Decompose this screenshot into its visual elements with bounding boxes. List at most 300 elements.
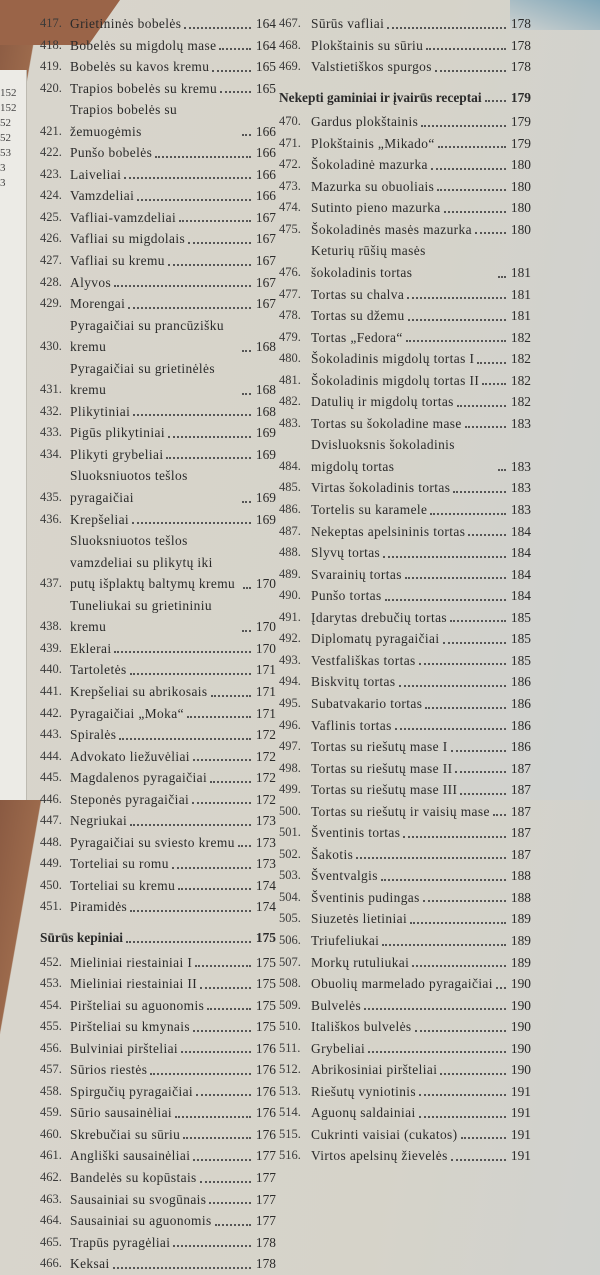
dot-leader — [450, 620, 506, 622]
entry-title: Šokoladinis migdolų tortas II — [311, 372, 480, 388]
toc-entry — [279, 758, 531, 780]
dot-leader — [485, 100, 506, 102]
dot-leader — [443, 642, 506, 644]
dot-leader — [444, 211, 506, 213]
toc-entry — [279, 564, 531, 586]
dot-leader — [395, 728, 506, 730]
toc-entry — [279, 240, 531, 283]
entry-number: 425. — [40, 209, 62, 224]
toc-entry — [279, 1102, 531, 1124]
entry-title: Grybeliai — [311, 1040, 366, 1056]
section-title: Sūrūs kepiniai — [40, 929, 123, 945]
page-number: 173 — [255, 834, 276, 850]
entry-number: 496. — [279, 717, 301, 732]
entry-title: Torteliai su kremu — [70, 877, 176, 893]
toc-entry — [40, 810, 276, 832]
entry-title: Šventinis tortas — [311, 825, 401, 841]
page-number: 175 — [255, 1019, 276, 1035]
page-number: 181 — [510, 286, 531, 302]
entry-title: Sluoksniuotos tešlos vamzdeliai su plikytų iki putų išplaktų baltymų kremu — [70, 533, 236, 592]
entry-title: Plikyti grybeliai — [70, 446, 164, 462]
entry-number: 465. — [40, 1234, 62, 1249]
page-number: 169 — [255, 425, 276, 441]
entry-title: Trapios bobelės su kremu — [70, 80, 218, 96]
dot-leader — [200, 987, 251, 989]
entry-number: 445. — [40, 770, 62, 785]
toc-entry — [279, 219, 531, 241]
dot-leader — [387, 27, 506, 29]
entry-title: Plokštainis su sūriu — [311, 37, 424, 53]
entry-number: 458. — [40, 1083, 62, 1098]
page-number: 191 — [510, 1126, 531, 1142]
entry-title: Keturių rūšių masės šokoladinis tortas — [311, 243, 426, 281]
entry-number: 487. — [279, 523, 301, 538]
entry-number: 473. — [279, 178, 301, 193]
entry-number: 512. — [279, 1062, 301, 1077]
page-number: 181 — [510, 265, 531, 281]
toc-entry — [279, 133, 531, 155]
entry-number: 431. — [40, 382, 62, 397]
entry-title: Bulviniai piršteliai — [70, 1040, 179, 1056]
entry-title: Krepšeliai su abrikosais — [70, 683, 208, 699]
entry-title: Trapios bobelės su žemuogėmis — [70, 102, 178, 139]
page-number: 176 — [255, 1126, 276, 1142]
toc-entry — [279, 305, 531, 327]
page-number: 176 — [255, 1105, 276, 1121]
entry-title: Plokštainis „Mikado“ — [311, 135, 435, 151]
entry-number: 463. — [40, 1191, 62, 1206]
dot-leader — [172, 867, 251, 869]
entry-number: 478. — [279, 308, 301, 323]
dot-leader — [211, 695, 251, 697]
entry-title: Tortelis su karamele — [311, 502, 428, 518]
page-number: 178 — [510, 37, 531, 53]
dot-leader — [183, 1137, 251, 1139]
entry-number: 453. — [40, 976, 62, 991]
dot-leader — [179, 220, 251, 222]
page-number: 181 — [510, 308, 531, 324]
page-number: 172 — [255, 791, 276, 807]
entry-title: Abrikosiniai piršteliai — [311, 1062, 438, 1078]
toc-entry — [279, 865, 531, 887]
entry-title: Vafliai su migdolais — [70, 231, 186, 247]
entry-title: Pyragaičiai „Moka“ — [70, 705, 184, 721]
dot-leader — [192, 802, 251, 804]
dot-leader — [477, 362, 506, 364]
toc-entry — [40, 595, 276, 638]
toc-entry — [279, 671, 531, 693]
entry-title: Pyragaičiai su sviesto kremu — [70, 834, 235, 850]
entry-number: 449. — [40, 856, 62, 871]
entry-title: Itališkos bulvelės — [311, 1019, 412, 1035]
dot-leader — [114, 651, 251, 653]
entry-number: 495. — [279, 695, 301, 710]
toc-entry — [40, 1232, 276, 1254]
dot-leader — [412, 965, 506, 967]
toc-entry — [279, 154, 531, 176]
entry-number: 461. — [40, 1148, 62, 1163]
entry-number: 490. — [279, 588, 301, 603]
left-page-fragment: 52 — [0, 132, 11, 144]
entry-title: Sutinto pieno mazurka — [311, 200, 441, 216]
entry-number: 417. — [40, 16, 62, 30]
entry-number: 513. — [279, 1083, 301, 1098]
toc-entry — [40, 681, 276, 703]
toc-entry — [40, 207, 276, 229]
entry-number: 488. — [279, 545, 301, 560]
entry-number: 443. — [40, 727, 62, 742]
entry-number: 421. — [40, 123, 62, 138]
toc-entry — [40, 1016, 276, 1038]
entry-title: Pyragaičiai su grietinėlės kremu — [70, 360, 216, 398]
page-number: 167 — [255, 253, 276, 269]
entry-title: Bobelės su migdolų mase — [70, 37, 217, 53]
toc-section-heading — [40, 927, 276, 949]
toc-entry — [40, 465, 276, 508]
dot-leader — [150, 1073, 251, 1075]
toc-entry — [279, 499, 531, 521]
entry-number: 493. — [279, 652, 301, 667]
dot-leader — [126, 941, 251, 943]
page-number: 191 — [510, 1148, 531, 1164]
page-number: 180 — [510, 200, 531, 216]
toc-entry — [40, 35, 276, 57]
page-number: 167 — [255, 209, 276, 225]
entry-title: Punšo bobelės — [70, 145, 153, 161]
entry-number: 469. — [279, 59, 301, 74]
page-number: 185 — [510, 609, 531, 625]
dot-leader — [238, 845, 251, 847]
page-number: 187 — [510, 760, 531, 776]
entry-number: 420. — [40, 80, 62, 95]
dot-leader — [114, 285, 251, 287]
page-number: 186 — [510, 674, 531, 690]
entry-title: Tortas su džemu — [311, 308, 405, 324]
toc-entry — [279, 801, 531, 823]
entry-number: 515. — [279, 1126, 301, 1141]
entry-number: 444. — [40, 748, 62, 763]
toc-entry — [279, 693, 531, 715]
page-number: 165 — [255, 59, 276, 75]
page-number: 177 — [255, 1148, 276, 1164]
dot-leader — [405, 577, 506, 579]
entry-number: 503. — [279, 868, 301, 883]
dot-leader — [498, 276, 506, 278]
dot-leader — [166, 457, 251, 459]
entry-number: 504. — [279, 889, 301, 904]
entry-number: 451. — [40, 899, 62, 914]
entry-title: Sluoksniuotos tešlos pyragaičiai — [70, 468, 188, 506]
entry-number: 489. — [279, 566, 301, 581]
entry-title: Mieliniai riestainiai II — [70, 976, 198, 992]
toc-entry — [279, 477, 531, 499]
toc-entry — [40, 1145, 276, 1167]
page-number: 177 — [255, 1213, 276, 1229]
entry-number: 450. — [40, 877, 62, 892]
toc-entry — [279, 56, 531, 78]
entry-number: 428. — [40, 274, 62, 289]
dot-leader — [451, 1159, 506, 1161]
entry-title: Sausainiai su aguonomis — [70, 1213, 212, 1229]
entry-title: Šakotis — [311, 846, 354, 862]
entry-number: 508. — [279, 976, 301, 991]
toc-entry — [279, 434, 531, 477]
toc-entry — [40, 185, 276, 207]
toc-entry — [40, 1167, 276, 1189]
toc-entry — [279, 348, 531, 370]
page-number: 187 — [510, 846, 531, 862]
entry-number: 505. — [279, 911, 301, 926]
entry-number: 502. — [279, 846, 301, 861]
toc-entry — [279, 822, 531, 844]
dot-leader — [130, 824, 251, 826]
entry-number: 468. — [279, 37, 301, 52]
page-number: 185 — [510, 631, 531, 647]
dot-leader — [498, 469, 506, 471]
entry-title: Mazurka su obuoliais — [311, 178, 435, 194]
entry-title: Tuneliukai su grietininiu kremu — [70, 597, 212, 635]
page-number: 187 — [510, 803, 531, 819]
entry-title: Vaflinis tortas — [311, 717, 392, 733]
page-number: 176 — [255, 1062, 276, 1078]
dot-leader — [168, 436, 251, 438]
dot-leader — [468, 534, 506, 536]
page-number: 191 — [510, 1083, 531, 1099]
dot-leader — [124, 177, 251, 179]
dot-leader — [382, 944, 506, 946]
entry-number: 470. — [279, 114, 301, 129]
page-number: 171 — [255, 683, 276, 699]
dot-leader — [175, 1116, 251, 1118]
entry-number: 485. — [279, 480, 301, 495]
page-number: 184 — [510, 566, 531, 582]
toc-entry — [279, 607, 531, 629]
entry-title: Biskvitų tortas — [311, 674, 396, 690]
page-number: 190 — [510, 997, 531, 1013]
page-number: 177 — [255, 1191, 276, 1207]
toc-entry — [40, 1253, 276, 1275]
page-number: 175 — [255, 976, 276, 992]
dot-leader — [219, 48, 251, 50]
entry-title: Tortas su šokoladine mase — [311, 415, 462, 431]
page-number: 172 — [255, 748, 276, 764]
entry-number: 500. — [279, 803, 301, 818]
dot-leader — [383, 556, 506, 558]
entry-number: 452. — [40, 954, 62, 969]
toc-entry — [279, 930, 531, 952]
entry-title: Morkų rutuliukai — [311, 954, 410, 970]
toc-entry — [279, 521, 531, 543]
entry-title: Torteliai su romu — [70, 856, 169, 872]
toc-entry — [279, 995, 531, 1017]
entry-number: 509. — [279, 997, 301, 1012]
page-number: 166 — [255, 145, 276, 161]
entry-number: 499. — [279, 782, 301, 797]
toc-entry — [279, 585, 531, 607]
page-number: 182 — [510, 329, 531, 345]
toc-entry — [40, 358, 276, 401]
dot-leader — [113, 1267, 251, 1269]
dot-leader — [408, 319, 506, 321]
toc-entry — [279, 1059, 531, 1081]
entry-number: 424. — [40, 188, 62, 203]
toc-entry — [40, 952, 276, 974]
page-number: 183 — [510, 458, 531, 474]
page-number: 167 — [255, 274, 276, 290]
dot-leader — [438, 146, 506, 148]
entry-title: Riešutų vyniotinis — [311, 1083, 417, 1099]
left-page-fragment: 3 — [0, 162, 6, 174]
entry-number: 516. — [279, 1148, 301, 1163]
entry-number: 419. — [40, 59, 62, 74]
dot-leader — [460, 793, 506, 795]
entry-title: Datulių ir migdolų tortas — [311, 394, 454, 410]
dot-leader — [193, 1030, 251, 1032]
entry-title: Sausainiai su svogūnais — [70, 1191, 207, 1207]
entry-number: 482. — [279, 394, 301, 409]
toc-entry — [279, 1016, 531, 1038]
entry-title: Vestfališkas tortas — [311, 652, 416, 668]
toc-entry — [40, 272, 276, 294]
dot-leader — [455, 771, 506, 773]
entry-title: Angliški sausainėliai — [70, 1148, 191, 1164]
dot-leader — [356, 857, 506, 859]
page-number: 191 — [510, 1105, 531, 1121]
entry-title: Piršteliai su aguonomis — [70, 997, 205, 1013]
entry-title: Alyvos — [70, 274, 112, 290]
page-number: 167 — [255, 231, 276, 247]
page-number: 165 — [255, 80, 276, 96]
page-number: 184 — [510, 523, 531, 539]
entry-number: 466. — [40, 1256, 62, 1271]
entry-number: 459. — [40, 1105, 62, 1120]
page-number: 179 — [510, 114, 531, 130]
entry-number: 462. — [40, 1169, 62, 1184]
toc-entry — [40, 832, 276, 854]
toc-entry — [40, 422, 276, 444]
toc-entry — [40, 250, 276, 272]
entry-number: 474. — [279, 200, 301, 215]
dot-leader — [426, 48, 506, 50]
page-number: 188 — [510, 868, 531, 884]
entry-title: Vafliai-vamzdeliai — [70, 209, 177, 225]
toc-entry — [279, 887, 531, 909]
page-number: 189 — [510, 932, 531, 948]
entry-title: Vamzdeliai — [70, 188, 135, 204]
entry-title: Eklerai — [70, 640, 112, 656]
page-number: 173 — [255, 856, 276, 872]
dot-leader — [193, 1159, 251, 1161]
toc-entry — [40, 659, 276, 681]
page-number: 169 — [255, 490, 276, 506]
entry-title: Laiveliai — [70, 166, 122, 182]
dot-leader — [188, 242, 251, 244]
entry-title: Šokoladinis migdolų tortas I — [311, 351, 475, 367]
dot-leader — [435, 70, 506, 72]
entry-number: 441. — [40, 683, 62, 698]
entry-title: Bobelės su kavos kremu — [70, 59, 210, 75]
toc-entry — [279, 284, 531, 306]
dot-leader — [215, 1224, 251, 1226]
dot-leader — [453, 491, 506, 493]
entry-number: 477. — [279, 286, 301, 301]
entry-title: Sūrios riestės — [70, 1062, 148, 1078]
page-number: 168 — [255, 339, 276, 355]
dot-leader — [465, 426, 506, 428]
entry-number: 492. — [279, 631, 301, 646]
toc-section-heading — [279, 87, 531, 109]
dot-leader — [475, 232, 506, 234]
page-number: 190 — [510, 1019, 531, 1035]
dot-leader — [187, 716, 251, 718]
page-number: 180 — [510, 178, 531, 194]
toc-entry — [40, 875, 276, 897]
entry-title: Krepšeliai — [70, 511, 130, 527]
page-number: 180 — [510, 157, 531, 173]
toc-entry — [40, 995, 276, 1017]
dot-leader — [209, 1202, 251, 1204]
page-number: 168 — [255, 382, 276, 398]
page-number: 164 — [255, 37, 276, 53]
page-number: 166 — [255, 166, 276, 182]
page-number: 187 — [510, 825, 531, 841]
dot-leader — [242, 393, 251, 395]
toc-entry — [40, 228, 276, 250]
toc-entry — [40, 746, 276, 768]
page-number: 189 — [510, 954, 531, 970]
toc-entry — [40, 293, 276, 315]
page-number: 164 — [255, 16, 276, 31]
page-number: 172 — [255, 770, 276, 786]
toc-entry — [40, 509, 276, 531]
entry-number: 501. — [279, 825, 301, 840]
toc-entry — [40, 444, 276, 466]
entry-title: Šokoladinė mazurka — [311, 157, 428, 173]
entry-title: Tartoletės — [70, 662, 127, 678]
toc-entry — [279, 35, 531, 57]
dot-leader — [451, 750, 506, 752]
dot-leader — [493, 814, 506, 816]
toc-entry — [40, 530, 276, 595]
entry-number: 484. — [279, 458, 301, 473]
entry-number: 467. — [279, 16, 301, 30]
entry-title: Skrebučiai su sūriu — [70, 1126, 181, 1142]
dot-leader — [385, 599, 506, 601]
toc-entry — [279, 650, 531, 672]
entry-title: Šokoladinės masės mazurka — [311, 221, 472, 237]
dot-leader — [193, 759, 251, 761]
entry-title: Piršteliai su kmynais — [70, 1019, 190, 1035]
page-number: 171 — [255, 662, 276, 678]
entry-number: 454. — [40, 997, 62, 1012]
page-number: 184 — [510, 588, 531, 604]
dot-leader — [137, 199, 251, 201]
entry-title: Slyvų tortas — [311, 545, 381, 561]
dot-leader — [431, 168, 506, 170]
entry-number: 446. — [40, 791, 62, 806]
toc-entry — [279, 370, 531, 392]
entry-title: Tortas su riešutų mase II — [311, 760, 453, 776]
entry-number: 438. — [40, 619, 62, 634]
toc-entry — [40, 142, 276, 164]
toc-entry — [40, 78, 276, 100]
page-number: 172 — [255, 727, 276, 743]
entry-title: Siuzetės lietiniai — [311, 911, 408, 927]
toc-entry — [40, 315, 276, 358]
entry-title: Virtos apelsinų žievelės — [311, 1148, 448, 1164]
page-number: 170 — [255, 619, 276, 635]
toc-entry — [40, 1210, 276, 1232]
